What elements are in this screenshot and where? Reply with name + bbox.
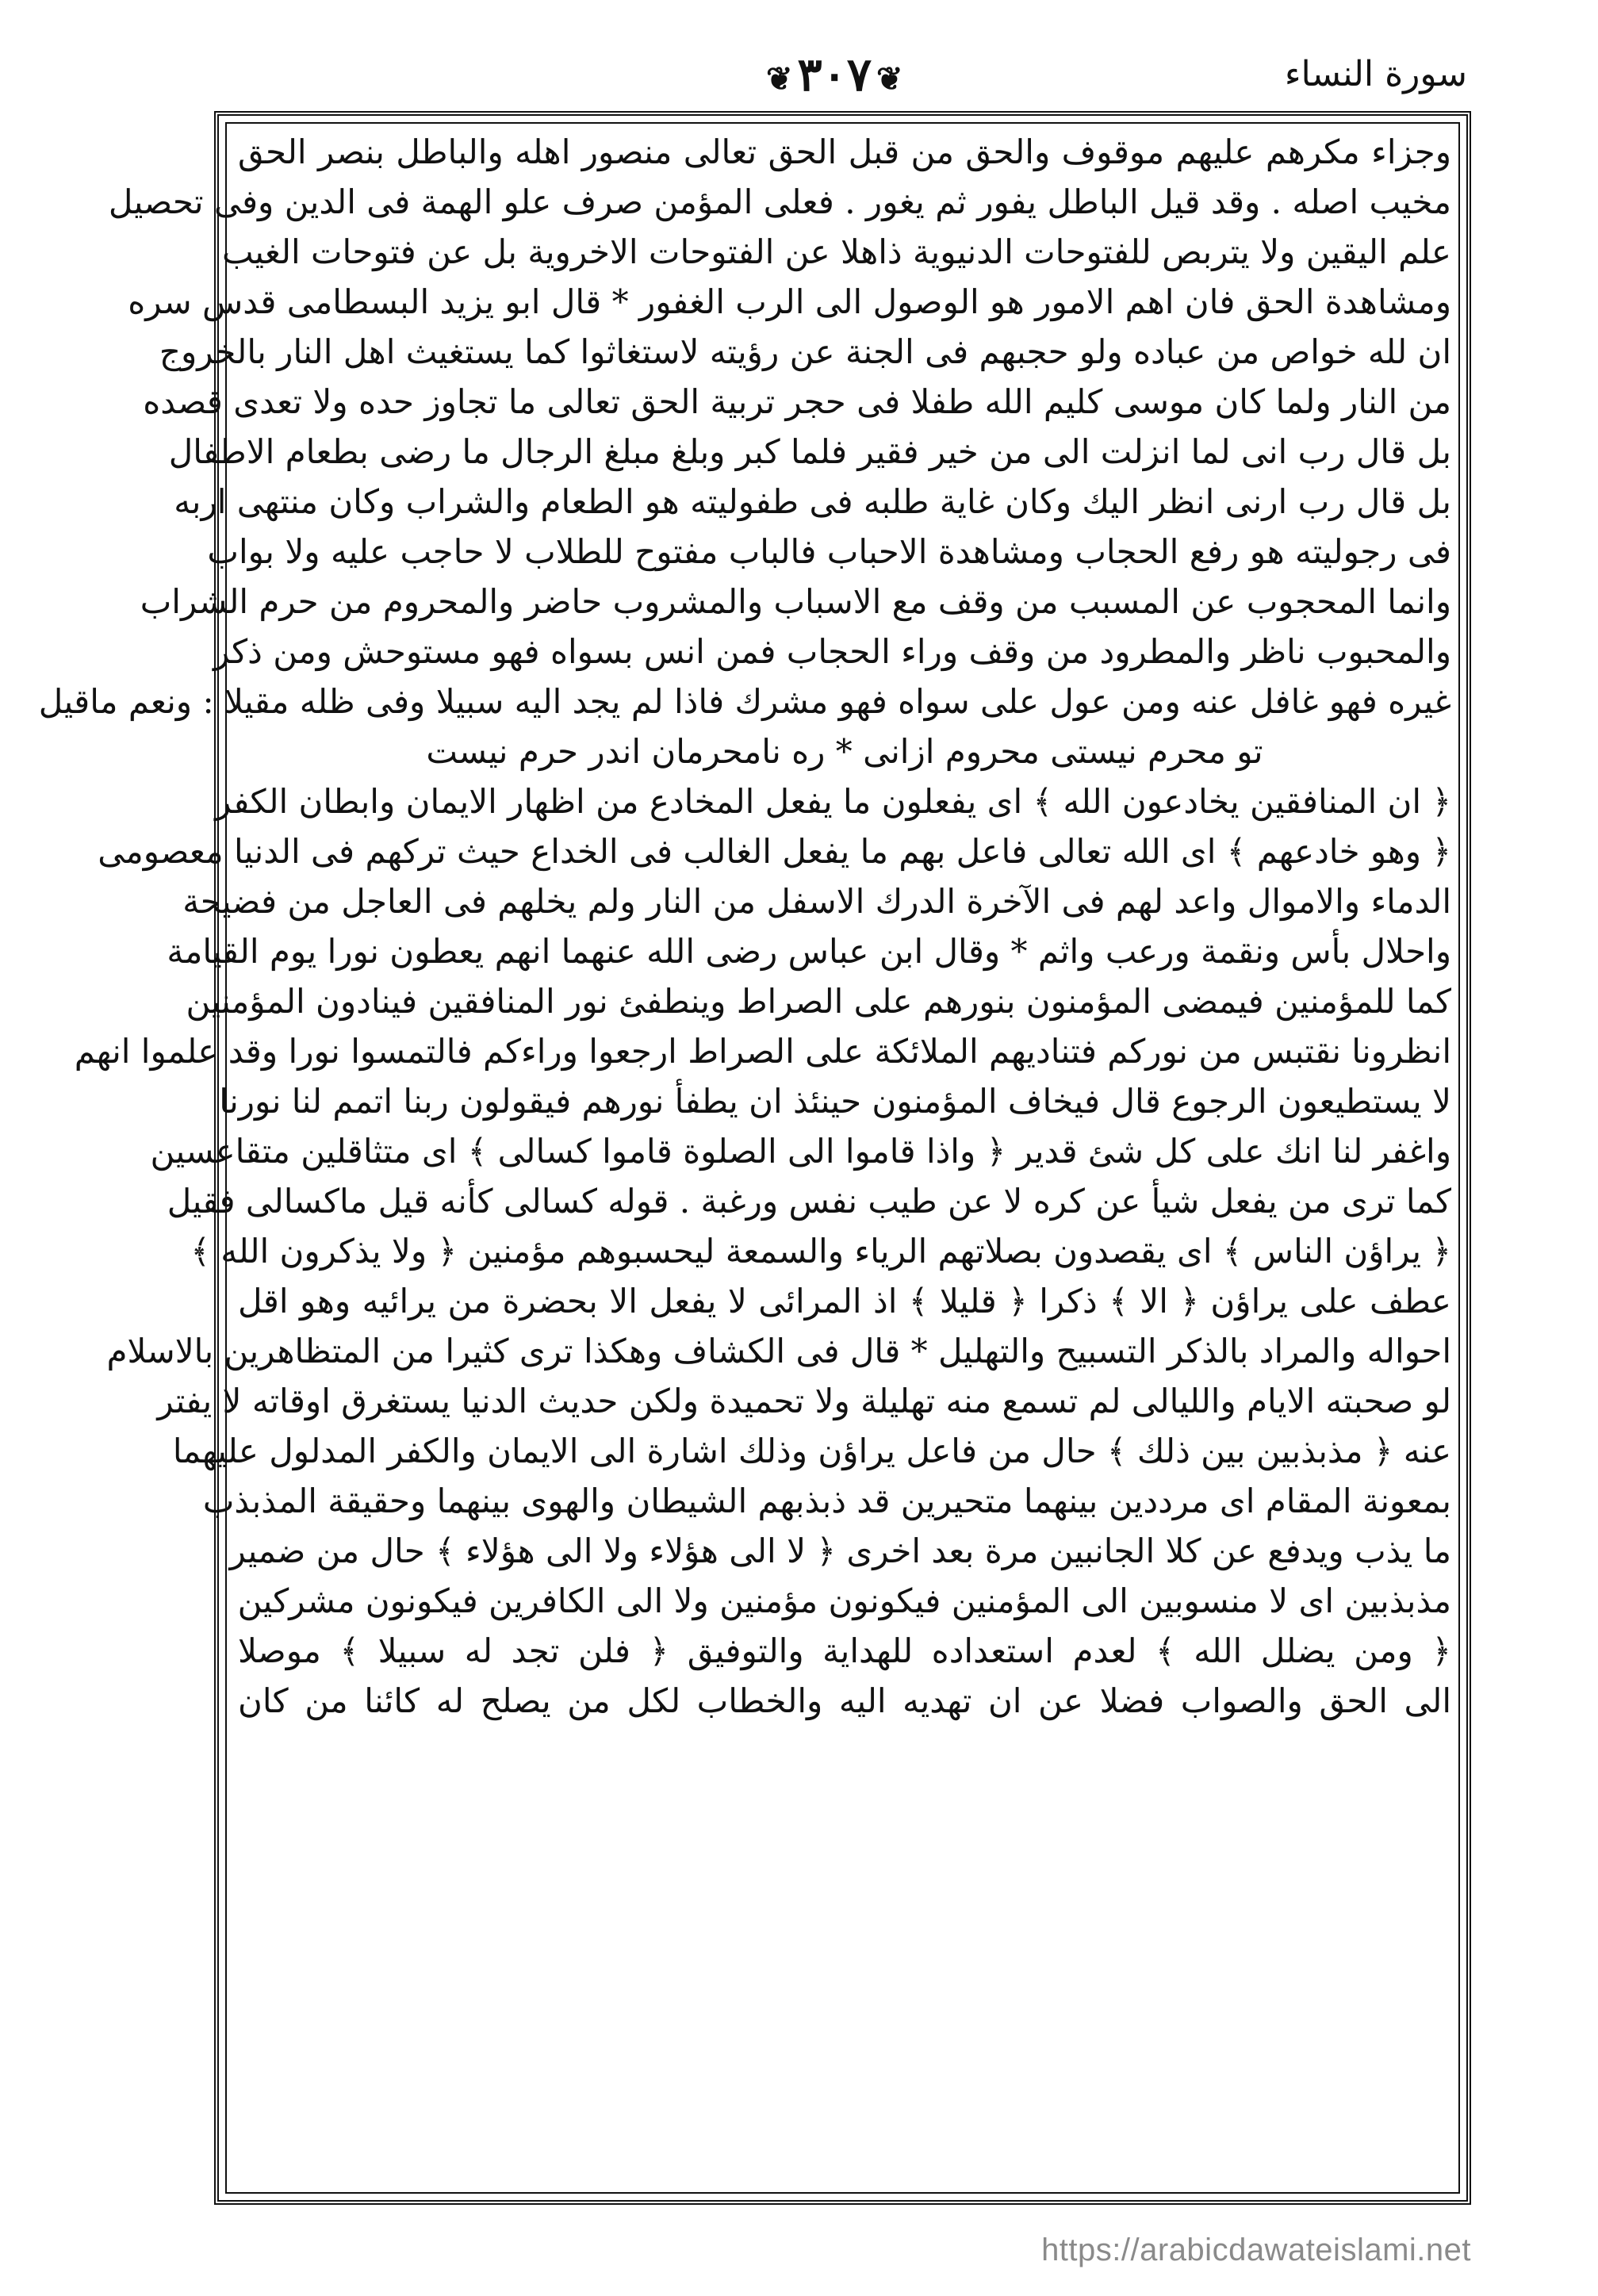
text-line: ﴿ وهو خادعهم ﴾ اى الله تعالى فاعل بهم ما يفعل الغالب فى الخداع حيث تركهم فى الدنيا معصومى [98,832,1451,871]
surah-title: سورة النساء [1284,54,1467,94]
text-line: علم اليقين ولا يتربص للفتوحات الدنيوية ذاهلا عن الفتوحات الاخروية بل عن فتوحات الغيب [222,232,1451,271]
text-line: من النار ولما كان موسى كليم الله طفلا فى حجر تربية الحق تعالى ما تجاوز حده ولا تعدى قصده [143,382,1451,421]
text-line: ومشاهدة الحق فان اهم الامور هو الوصول الى الرب الغفور * قال ابو يزيد البسطامى قدس سره [128,282,1451,321]
watermark-url: https://arabicdawateislami.net [1041,2233,1471,2267]
text-line: ﴿ ومن يضلل الله ﴾ لعدم استعداده للهداية والتوفيق ﴿ فلن تجد له سبيلا ﴾ موصلا [238,1631,1451,1670]
text-line: بل قال رب انى لما انزلت الى من خير فقير فلما كبر وبلغ مبلغ الرجال ما رضى بطعام الاطفال [168,432,1451,471]
poetry-verse: تو محرم نيستى محروم ازانى * ره نامحرمان اندر حرم نيست [426,732,1263,771]
text-line: بمعونة المقام اى مرددين بينهما متحيرين قد ذبذبهم الشيطان والهوى بينهما وحقيقة المذبذب [202,1481,1451,1520]
text-line: بل قال رب ارنى انظر اليك وكان غاية طلبه فى طفوليته هو الطعام والشراب وكان منتهى اربه [174,482,1451,521]
page-number-value: ٣٠٧ [797,48,872,102]
text-line: انظرونا نقتبس من نوركم فتناديهم الملائكة على الصراط ارجعوا وراءكم فالتمسوا نورا وقد علموا انهم [74,1032,1451,1071]
text-line: ﴿ ان المنافقين يخادعون الله ﴾ اى يفعلون ما يفعل المخادع من اظهار الايمان وابطان الكفر [215,782,1451,821]
text-line: واغفر لنا انك على كل شئ قدير ﴿ واذا قاموا الى الصلوة قاموا كسالى ﴾ اى متثاقلين متقاعسين [150,1132,1451,1171]
ornament-icon: ❦ [876,59,903,98]
text-line: وانما المحجوب عن المسبب من وقف مع الاسباب والمشروب حاضر والمحروم من حرم الشراب [140,582,1451,621]
text-line: عطف على يراؤن ﴿ الا ﴾ ذكرا ﴿ قليلا ﴾ اذ المرائى لا يفعل الا بحضرة من يرائيه وهو اقل [238,1282,1451,1320]
text-line: الدماء والاموال واعد لهم فى الآخرة الدرك الاسفل من النار ولم يخلهم فى العاجل من فضيحة [182,882,1451,921]
page-header [222,48,1467,119]
ornament-icon: ❦ [766,59,793,98]
text-line: غيره فهو غافل عنه ومن عول على سواه فهو مشرك فاذا لم يجد اليه سبيلا وفى ظله مقيلا : ونعم ماقيل [38,682,1451,721]
text-line: لا يستطيعون الرجوع قال فيخاف المؤمنون حينئذ ان يطفأ نورهم فيقولون ربنا اتمم لنا نورنا [219,1082,1451,1121]
text-line: واحلال بأس ونقمة ورعب واثم * وقال ابن عباس رضى الله عنهما انهم يعطون نورا يوم القيامة [167,932,1451,971]
text-line: ما يذب ويدفع عن كلا الجانبين مرة بعد اخرى ﴿ لا الى هؤلاء ولا الى هؤلاء ﴾ حال من ضمير [229,1531,1451,1570]
text-line: لو صحبته الايام والليالى لم تسمع منه تهليلة ولا تحميدة ولكن حديث الدنيا يستغرق اوقاته لا يفتر [157,1382,1451,1420]
text-line: والمحبوب ناظر والمطرود من وقف وراء الحجاب فمن انس بسواه فهو مستوحش ومن ذكر [213,632,1451,671]
text-line: الى الحق والصواب فضلا عن ان تهديه اليه والخطاب لكل من يصلح له كائنا من كان [238,1681,1451,1720]
text-line: فى رجوليته هو رفع الحجاب ومشاهدة الاحباب فالباب مفتوح للطلاب لا حاجب عليه ولا بواب [207,532,1451,571]
text-line: ان لله خواص من عباده ولو حجبهم فى الجنة عن رؤيته لاستغاثوا كما يستغيث اهل النار بالخروج [159,332,1451,371]
body-text [38,127,1451,1726]
text-line: مذبذبين اى لا منسوبين الى المؤمنين فيكونون مؤمنين ولا الى الكافرين فيكونون مشركين [237,1581,1451,1620]
text-line: عنه ﴿ مذبذبين بين ذلك ﴾ حال من فاعل يراؤن وذلك اشارة الى الايمان والكفر المدلول عليهما [172,1432,1451,1470]
text-line: كما للمؤمنين فيمضى المؤمنون بنورهم على الصراط وينطفئ نور المنافقين فينادون المؤمنين [186,982,1451,1021]
text-line: مخيب اصله . وقد قيل الباطل يفور ثم يغور . فعلى المؤمن صرف علو الهمة فى الدين وفى تحصيل [108,182,1451,221]
page-number [761,48,908,102]
text-line: ﴿ يراؤن الناس ﴾ اى يقصدون بصلاتهم الرياء والسمعة ليحسبوهم مؤمنين ﴿ ولا يذكرون الله ﴾ [190,1232,1451,1271]
text-line: احواله والمراد بالذكر التسبيح والتهليل * قال فى الكشاف وهكذا ترى كثيرا من المتظاهرين بالاسلام [106,1332,1451,1370]
text-line: كما ترى من يفعل شيأ عن كره لا عن طيب نفس ورغبة . قوله كسالى كأنه قيل ماكسالى فقيل [167,1182,1451,1221]
text-line: وجزاء مكرهم عليهم موقوف والحق من قبل الحق تعالى منصور اهله والباطل بنصر الحق [238,132,1451,171]
